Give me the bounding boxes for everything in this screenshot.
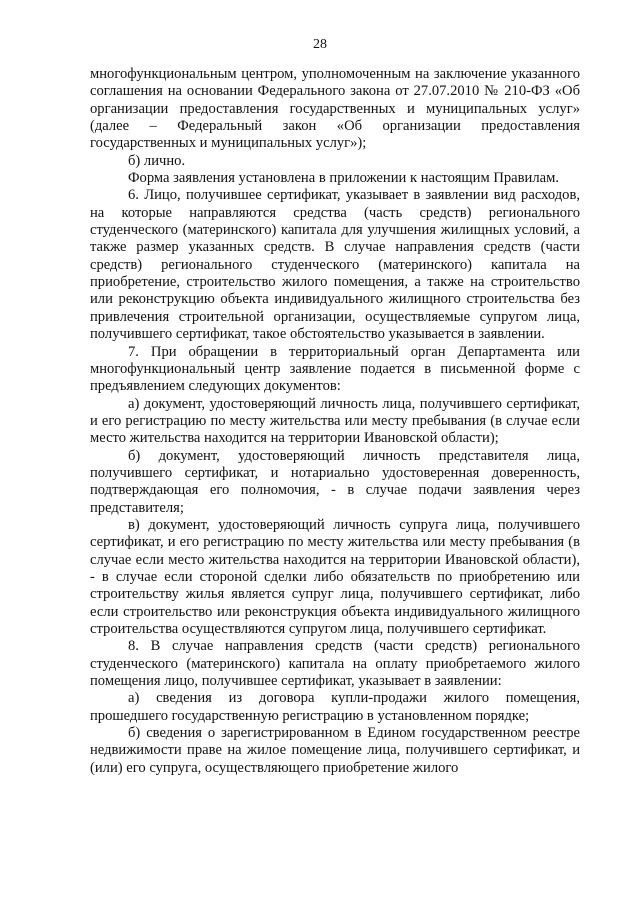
paragraph-clause-7-a: а) документ, удостоверяющий личность лица, получившего сертификат, и его регистрацию по месту жительства или месту пребывания (в случае если место жительства находится на территории Ивановской области); xyxy=(90,395,580,447)
paragraph-clause-7-b: б) документ, удостоверяющий личность представителя лица, получившего сертификат, и нотариально удостоверенная доверенность, подтверждающая его полномочия, - в случае подачи заявления через представителя; xyxy=(90,447,580,516)
paragraph-clause-6: 6. Лицо, получившее сертификат, указывает в заявлении вид расходов, на которые направляются средства (часть средств) регионального студенческого (материнского) капитала для улучшения жилищных условий, а также размер указанных средств. В случае направления средств (части средств) регионального студенческого (материнского) капитала на приобретение, строительство жилого помещения, а также на строительство или реконструкцию объекта индивидуального жилищного строительства без привлечения строительной организации, осуществляемые супругом лица, получившего сертификат, такое обстоятельство указывается в заявлении. xyxy=(90,187,580,343)
paragraph-clause-8: 8. В случае направления средств (части средств) регионального студенческого (материнского) капитала на оплату приобретаемого жилого помещения лицо, получившее сертификат, указывает в заявлении: xyxy=(90,638,580,690)
paragraph-continuation: многофункциональным центром, уполномоченным на заключение указанного соглашения на основании Федерального закона от 27.07.2010 № 210-ФЗ «Об организации предоставления государственных и муниципальных услуг» (далее – Федеральный закон «Об организации предоставления государственных и муниципальных услуг»); xyxy=(90,66,580,152)
paragraph-clause-8-b: б) сведения о зарегистрированном в Едином государственном реестре недвижимости праве на жилое помещение лица, получившего сертификат, и (или) его супруга, осуществляющего приобретение жилого xyxy=(90,725,580,776)
paragraph-clause-7-v: в) документ, удостоверяющий личность супруга лица, получившего сертификат, и его регистрацию по месту жительства или месту пребывания (в случае если место жительства находится на территории Ивановской области), - в случае если стороной сделки либо обязательств по приобретению или строительству жилья является супруг лица, получившего сертификат, либо если строительство или реконструкция объекта индивидуального жилищного строительства осуществляются супругом лица, получившего сертификат. xyxy=(90,516,580,637)
paragraph-clause-7: 7. При обращении в территориальный орган Департамента или многофункциональный центр заявление подается в письменной форме с предъявлением следующих документов: xyxy=(90,343,580,395)
page-number: 28 xyxy=(313,37,327,52)
document-body xyxy=(90,66,580,777)
paragraph-item-b-personally: б) лично. xyxy=(128,152,186,169)
paragraph-form-note: Форма заявления установлена в приложении к настоящим Правилам. xyxy=(128,170,559,187)
paragraph-clause-8-a: а) сведения из договора купли-продажи жилого помещения, прошедшего государственную регистрацию в установленном порядке; xyxy=(90,690,580,724)
